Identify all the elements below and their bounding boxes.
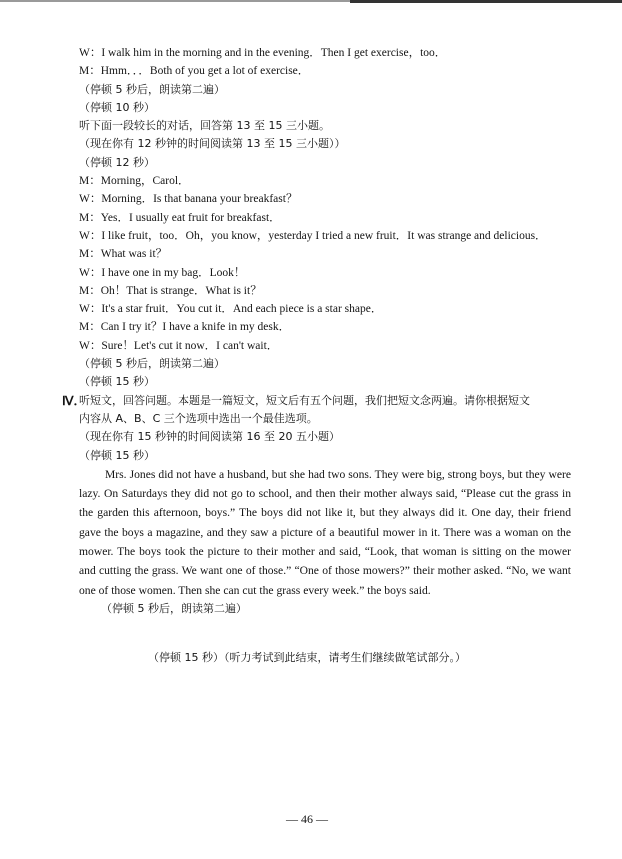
pause-note: （停顿 10 秒）	[79, 100, 155, 114]
dialogue-line: W：Sure！Let's cut it now．I can't wait．	[79, 339, 279, 352]
dialogue-line: M：Yes．I usually eat fruit for breakfast．	[79, 211, 281, 224]
dialogue-line: M：Morning，Carol．	[79, 175, 190, 188]
passage	[79, 465, 571, 600]
pause-note: （停顿 15 秒）	[79, 448, 155, 462]
passage-text: Mrs. Jones did not have a husband, but she had two sons. They were big, strong boys, but they were lazy. On Saturdays they did not go to school, and then their mother always said, “Please cut the grass in the garden this afternoon, boys.” The boys did not like it, but they always did it. One day, their friend gave the boys a magazine, and they saw a picture of a beautiful mower in it. There was a woman on the mower. The boys took the picture to their mother and said, “Look, that woman is sitting on the mower and cutting the grass. We want one of those.” “One of those mowers?” their mother asked. “No, we want one of those women. Then she can cut the grass every week.” the boys said.	[79, 467, 571, 597]
section-instruction: 听短文，回答问题。本题是一篇短文，短文后有五个问题，我们把短文念两遍。请你根据短文	[79, 393, 530, 407]
dialogue-line: M：Hmm．．．Both of you get a lot of exercise．	[79, 65, 310, 78]
pause-note: （停顿 12 秒）	[79, 155, 155, 169]
section-instruction: 内容从 A、B、C 三个选项中选出一个最佳选项。	[79, 411, 318, 425]
dialogue-line: M：Can I try it？I have a knife in my desk．	[79, 321, 291, 334]
pause-note: （停顿 15 秒）	[79, 375, 155, 389]
dialogue-line: M：What was it？	[79, 248, 168, 261]
reading-time-note: （现在你有 15 秒钟的时间阅读第 16 至 20 五小题）	[79, 430, 340, 444]
end-note: （停顿 15 秒）（听力考试到此结束，请考生们继续做笔试部分。）	[148, 651, 466, 664]
page-number: — 46 —	[286, 812, 328, 826]
dialogue-line: W：I have one in my bag．Look！	[79, 266, 246, 279]
top-rule-dark	[350, 0, 622, 3]
dialogue-line: W：It's a star fruit．You cut it．And each piece is a star shape．	[79, 303, 383, 316]
reading-time-note: （现在你有 12 秒钟的时间阅读第 13 至 15 三小题））	[79, 137, 346, 151]
dialogue-line: M：Oh！That is strange．What is it？	[79, 284, 262, 297]
section-4	[62, 392, 594, 465]
section-numeral: Ⅳ．	[62, 393, 87, 408]
pause-note: （停顿 5 秒后，朗读第二遍）	[101, 601, 247, 615]
pause-note: （停顿 5 秒后，朗读第二遍）	[79, 82, 225, 96]
dialogue-line: W：Morning．Is that banana your breakfast？	[79, 193, 298, 206]
dialogue-line: W：I like fruit，too．Oh，you know，yesterday I tried a new fruit．It was strange and delicious．	[79, 229, 547, 242]
page-content	[62, 44, 594, 618]
instruction-text: 听下面一段较长的对话，回答第 13 至 15 三小题。	[79, 119, 330, 133]
pause-note: （停顿 5 秒后，朗读第二遍）	[79, 357, 225, 371]
dialogue-line: W：I walk him in the morning and in the evening．Then I get exercise，too．	[79, 47, 447, 59]
